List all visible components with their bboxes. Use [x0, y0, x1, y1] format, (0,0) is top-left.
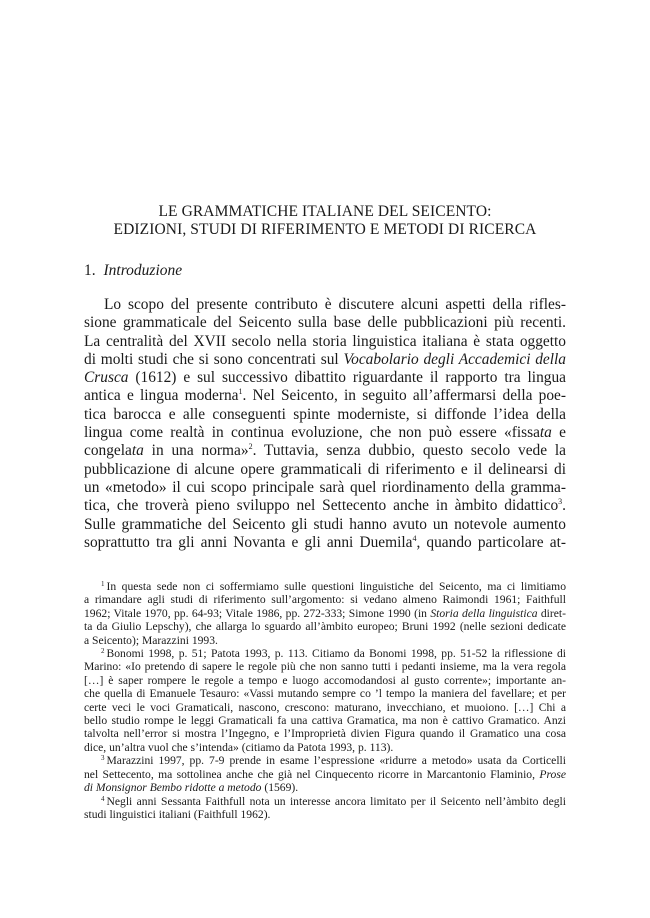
body-line: Sulle grammatiche del Seicento gli studi hanno avuto un notevole aumento	[84, 515, 566, 533]
body-line: tica, che troverà pieno sviluppo nel Settecento anche in àmbito didattico$^3$.	[84, 497, 566, 515]
book-title: Crusca	[84, 369, 129, 387]
footnote-line: dice, un’altra vuol che s’intenda» (citiamo da Patota 1993, p. 113).	[84, 740, 394, 754]
body-line: congelata in una norma»$^2$. Tuttavia, senza dubbio, questo secolo vede la	[84, 442, 567, 460]
book-title: Vocabolario degli Accademici della	[343, 350, 567, 368]
footnote-ref: 2	[248, 442, 253, 452]
footnote-number: 4	[101, 794, 105, 803]
body-line: La centralità del XVII secolo nella storia linguistica italiana è stata oggetto	[84, 332, 566, 350]
body-line: Lo scopo del presente contributo è discutere alcuni aspetti della rifles-	[104, 296, 566, 313]
body-line: soprattutto tra gli anni Novanta e gli anni Duemila$^4$, quando particolare at-	[84, 533, 566, 551]
footnote-line: che quella di Emanuele Tesauro: «Vassi mutando sempre co ’l tempo la maniera del favellare; et per	[84, 687, 566, 701]
footnote-number: 2	[101, 647, 105, 656]
footnote-line: studi linguistici italiani (Faithfull 1962).	[84, 807, 271, 821]
footnote-ref: 3	[558, 497, 563, 507]
section-number: 1.	[84, 262, 96, 279]
body-line: tica barocca e alle conseguenti spinte moderniste, si diffonde l’idea della	[84, 405, 566, 423]
body-line: antica e lingua moderna$^1$. Nel Seicento, in seguito all’affermarsi della poe-	[84, 387, 566, 405]
footnote-line: a rimandare agli studi di riferimento sull’argomento: si vedano almeno Raimondi 1961; Faithfull	[84, 593, 566, 607]
footnote-line: ta da Giulio Lepschy), che allarga lo sguardo all’àmbito europeo; Bruni 1992 (nelle sezioni dedicate	[84, 620, 566, 634]
body-line: un «metodo» il cui scopo principale sarà quel riordinamento della gramma-	[84, 478, 566, 496]
footnote-line: di Monsignor Bembo ridotte a metodo (1569).	[84, 781, 299, 795]
footnote-line: Marino: «Io pretendo di sapere le regole più che non sanno tutti i pedanti insieme, ma la vera regola	[84, 660, 566, 674]
footnote-line: […] è saper rompere le regole a tempo e luogo accomodandosi al gusto corrente»; importante an-	[84, 673, 566, 687]
chapter-title	[84, 203, 566, 239]
footnote-line: $^3$ Marazzini 1997, pp. 7-9 prende in esame l’espressione «ridurre a metodo» usata da Corticelli	[101, 754, 566, 768]
chapter-subtitle-line: EDIZIONI, STUDI DI RIFERIMENTO E METODI DI RICERCA	[113, 221, 537, 238]
footnote-ref: 4	[412, 533, 417, 543]
body-line: sione grammaticale del Seicento sulla base delle pubblicazioni più recenti.	[84, 314, 566, 332]
footnote-line: nel Settecento, ma sottolinea anche che già nel Cinquecento ricorre in Marcantonio Flaminio, Prose	[84, 767, 566, 781]
section-heading	[84, 262, 182, 280]
footnote-line: $^2$ Bonomi 1998, p. 51; Patota 1993, p. 113. Citiamo da Bonomi 1998, pp. 51-52 la riflessione di	[101, 647, 566, 661]
footnote-ref: 1	[238, 387, 243, 397]
footnote-number: 3	[101, 754, 105, 763]
footnote-number: 1	[101, 580, 105, 588]
footnote-line: 1962; Vitale 1970, pp. 64-93; Vitale 1986, pp. 272-333; Simone 1990 (in Storia della linguistica diret-	[84, 606, 566, 620]
chapter-title-line: LE GRAMMATICHE ITALIANE DEL SEICENTO:	[158, 203, 492, 220]
footnote-line: talvolta nell’error si mostra l’Ingegno, e l’Improprietà divien Figura quando il Gramatico una cosa	[84, 727, 566, 741]
body-line: lingua come realtà in continua evoluzione, che non può essere «fissata e	[84, 424, 566, 442]
footnotes	[84, 580, 566, 821]
footnote-line: $^4$ Negli anni Sessanta Faithfull nota un interesse ancora limitato per il Seicento nell’àmbito degli	[101, 794, 566, 808]
body-line: di molti studi che si sono concentrati sul Vocabolario degli Accademici della	[84, 350, 567, 368]
footnote-line: $^1$ In questa sede non ci soffermiamo sulle questioni linguistiche del Seicento, ma ci limitiamo	[101, 580, 566, 593]
footnote-line: certe veci le voci Gramaticali, nascono, crescono: maturano, invecchiano, et muoiono. […] Chi a	[84, 700, 566, 714]
footnote-line: bello studio rompe le leggi Gramaticali fa una cattiva Gramatica, ma non è cattivo Gramatico. Anzi	[84, 714, 566, 728]
body-text	[84, 296, 566, 552]
footnote-line: a Seicento); Marazzini 1993.	[84, 633, 218, 647]
section-label: Introduzione	[103, 262, 183, 279]
body-line: pubblicazione di alcune opere grammaticali di riferimento e il delinearsi di	[84, 460, 566, 478]
body-line: Crusca (1612) e sul successivo dibattito riguardante il rapporto tra lingua	[84, 369, 566, 387]
